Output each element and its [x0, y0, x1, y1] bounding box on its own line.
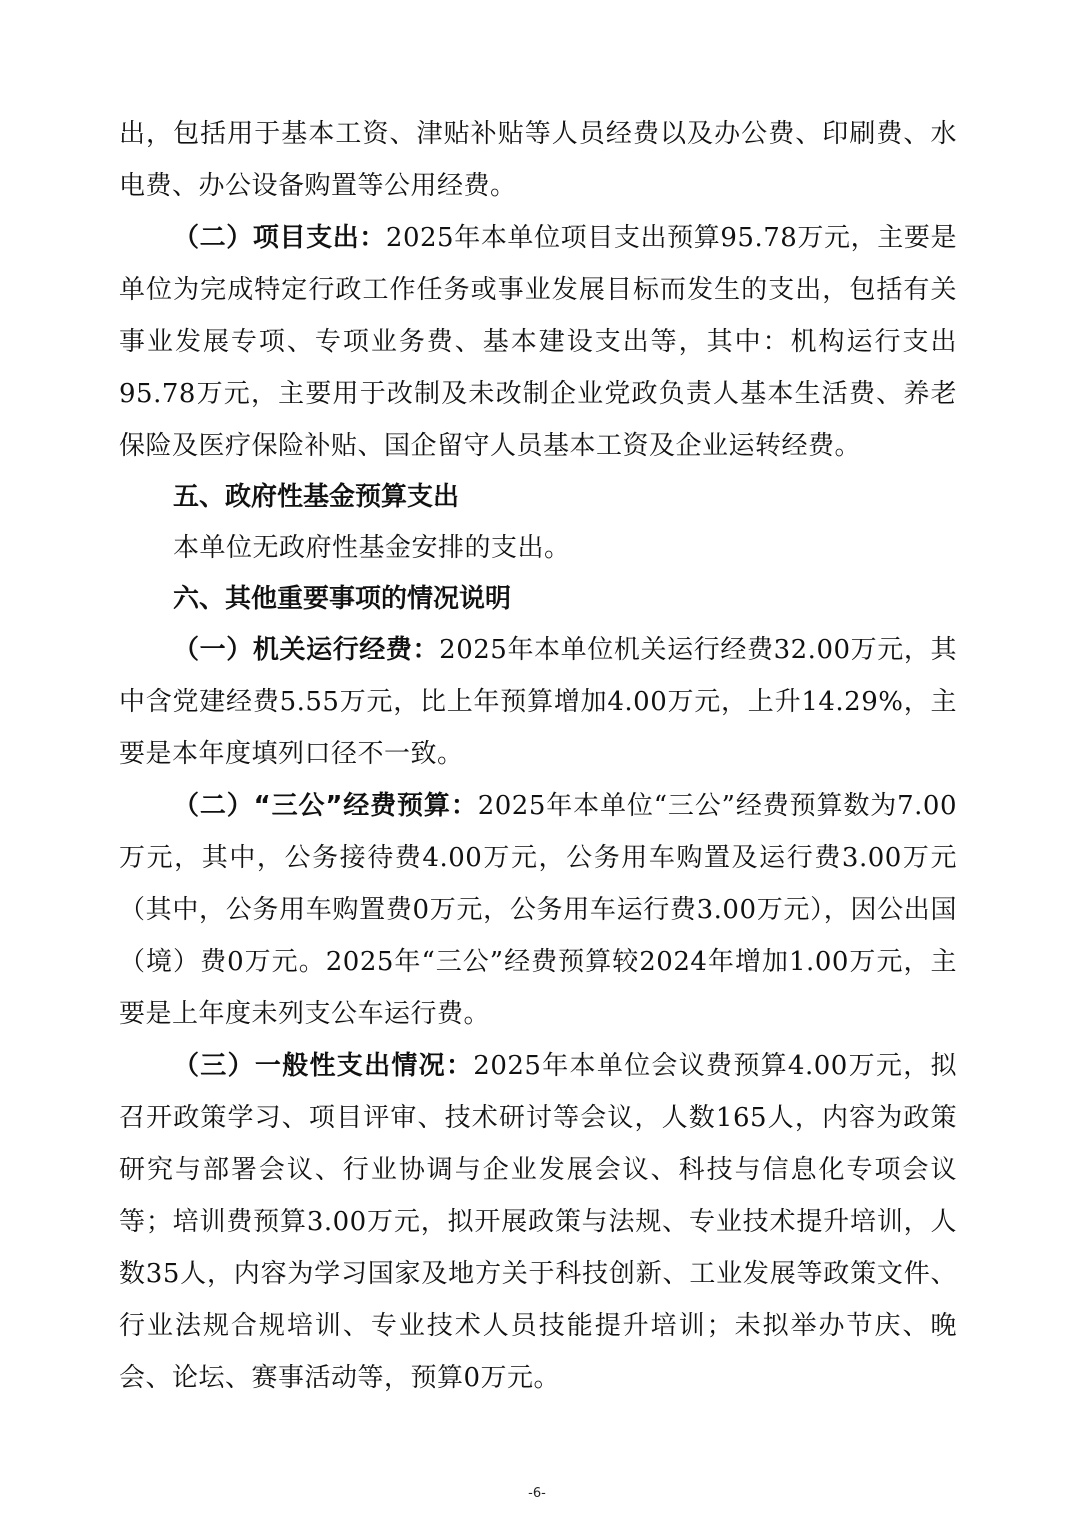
paragraph-general-expenditure [119, 1040, 957, 1404]
section-heading-five: 五、政府性基金预算支出 [173, 482, 460, 512]
paragraph-text: 2025年本单位会议费预算4.00万元，拟召开政策学习、项目评审、技术研讨等会议，人数165人，内容为政策研究与部署会议、行业协调与企业发展会议、科技与信息化专项会议等；培训费预算3.00万元，拟开展政策与法规、专业技术提升培训，人数35人，内容为学习国家及地方关于科技创新、工业发展等政策文件、行业法规合规培训、专业技术人员技能提升培训；未拟举办节庆、晚会、论坛、赛事活动等，预算0万元。 [119, 1051, 957, 1393]
paragraph-text: 2025年本单位机关运行经费32.00万元，其中含党建经费5.55万元，比上年预算增加4.00万元，上升14.29%，主要是本年度填列口径不一致。 [119, 635, 957, 769]
paragraph-text: 2025年本单位“三公”经费预算数为7.00万元，其中，公务接待费4.00万元，公务用车购置及运行费3.00万元（其中，公务用车购置费0万元，公务用车运行费3.00万元），因公出国（境）费0万元。2025年“三公”经费预算较2024年增加1.00万元，主要是上年度未列支公车运行费。 [119, 791, 957, 1029]
paragraph-text: 2025年本单位项目支出预算95.78万元，主要是单位为完成特定行政工作任务或事业发展目标而发生的支出，包括有关事业发展专项、专项业务费、基本建设支出等，其中：机构运行支出95.78万元，主要用于改制及未改制企业党政负责人基本生活费、养老保险及医疗保险补贴、国企留守人员基本工资及企业运转经费。 [119, 223, 957, 461]
paragraph-government-fund: 本单位无政府性基金安排的支出。 [173, 533, 571, 563]
paragraph-lead: （二）“三公”经费预算： [173, 791, 478, 821]
page-number: -6- [528, 1486, 546, 1501]
paragraph-three-public-expenses [119, 780, 957, 1040]
section-heading-six: 六、其他重要事项的情况说明 [173, 584, 512, 614]
paragraph-operating-expenses [119, 624, 957, 780]
paragraph-continuation: 出，包括用于基本工资、津贴补贴等人员经费以及办公费、印刷费、水电费、办公设备购置等公用经费。 [119, 119, 957, 201]
paragraph-lead: （三）一般性支出情况： [173, 1051, 474, 1081]
paragraph-lead: （二）项目支出： [173, 223, 386, 253]
document-body [119, 108, 957, 1404]
paragraph-project-expenditure [119, 212, 957, 472]
paragraph-lead: （一）机关运行经费： [173, 635, 440, 665]
